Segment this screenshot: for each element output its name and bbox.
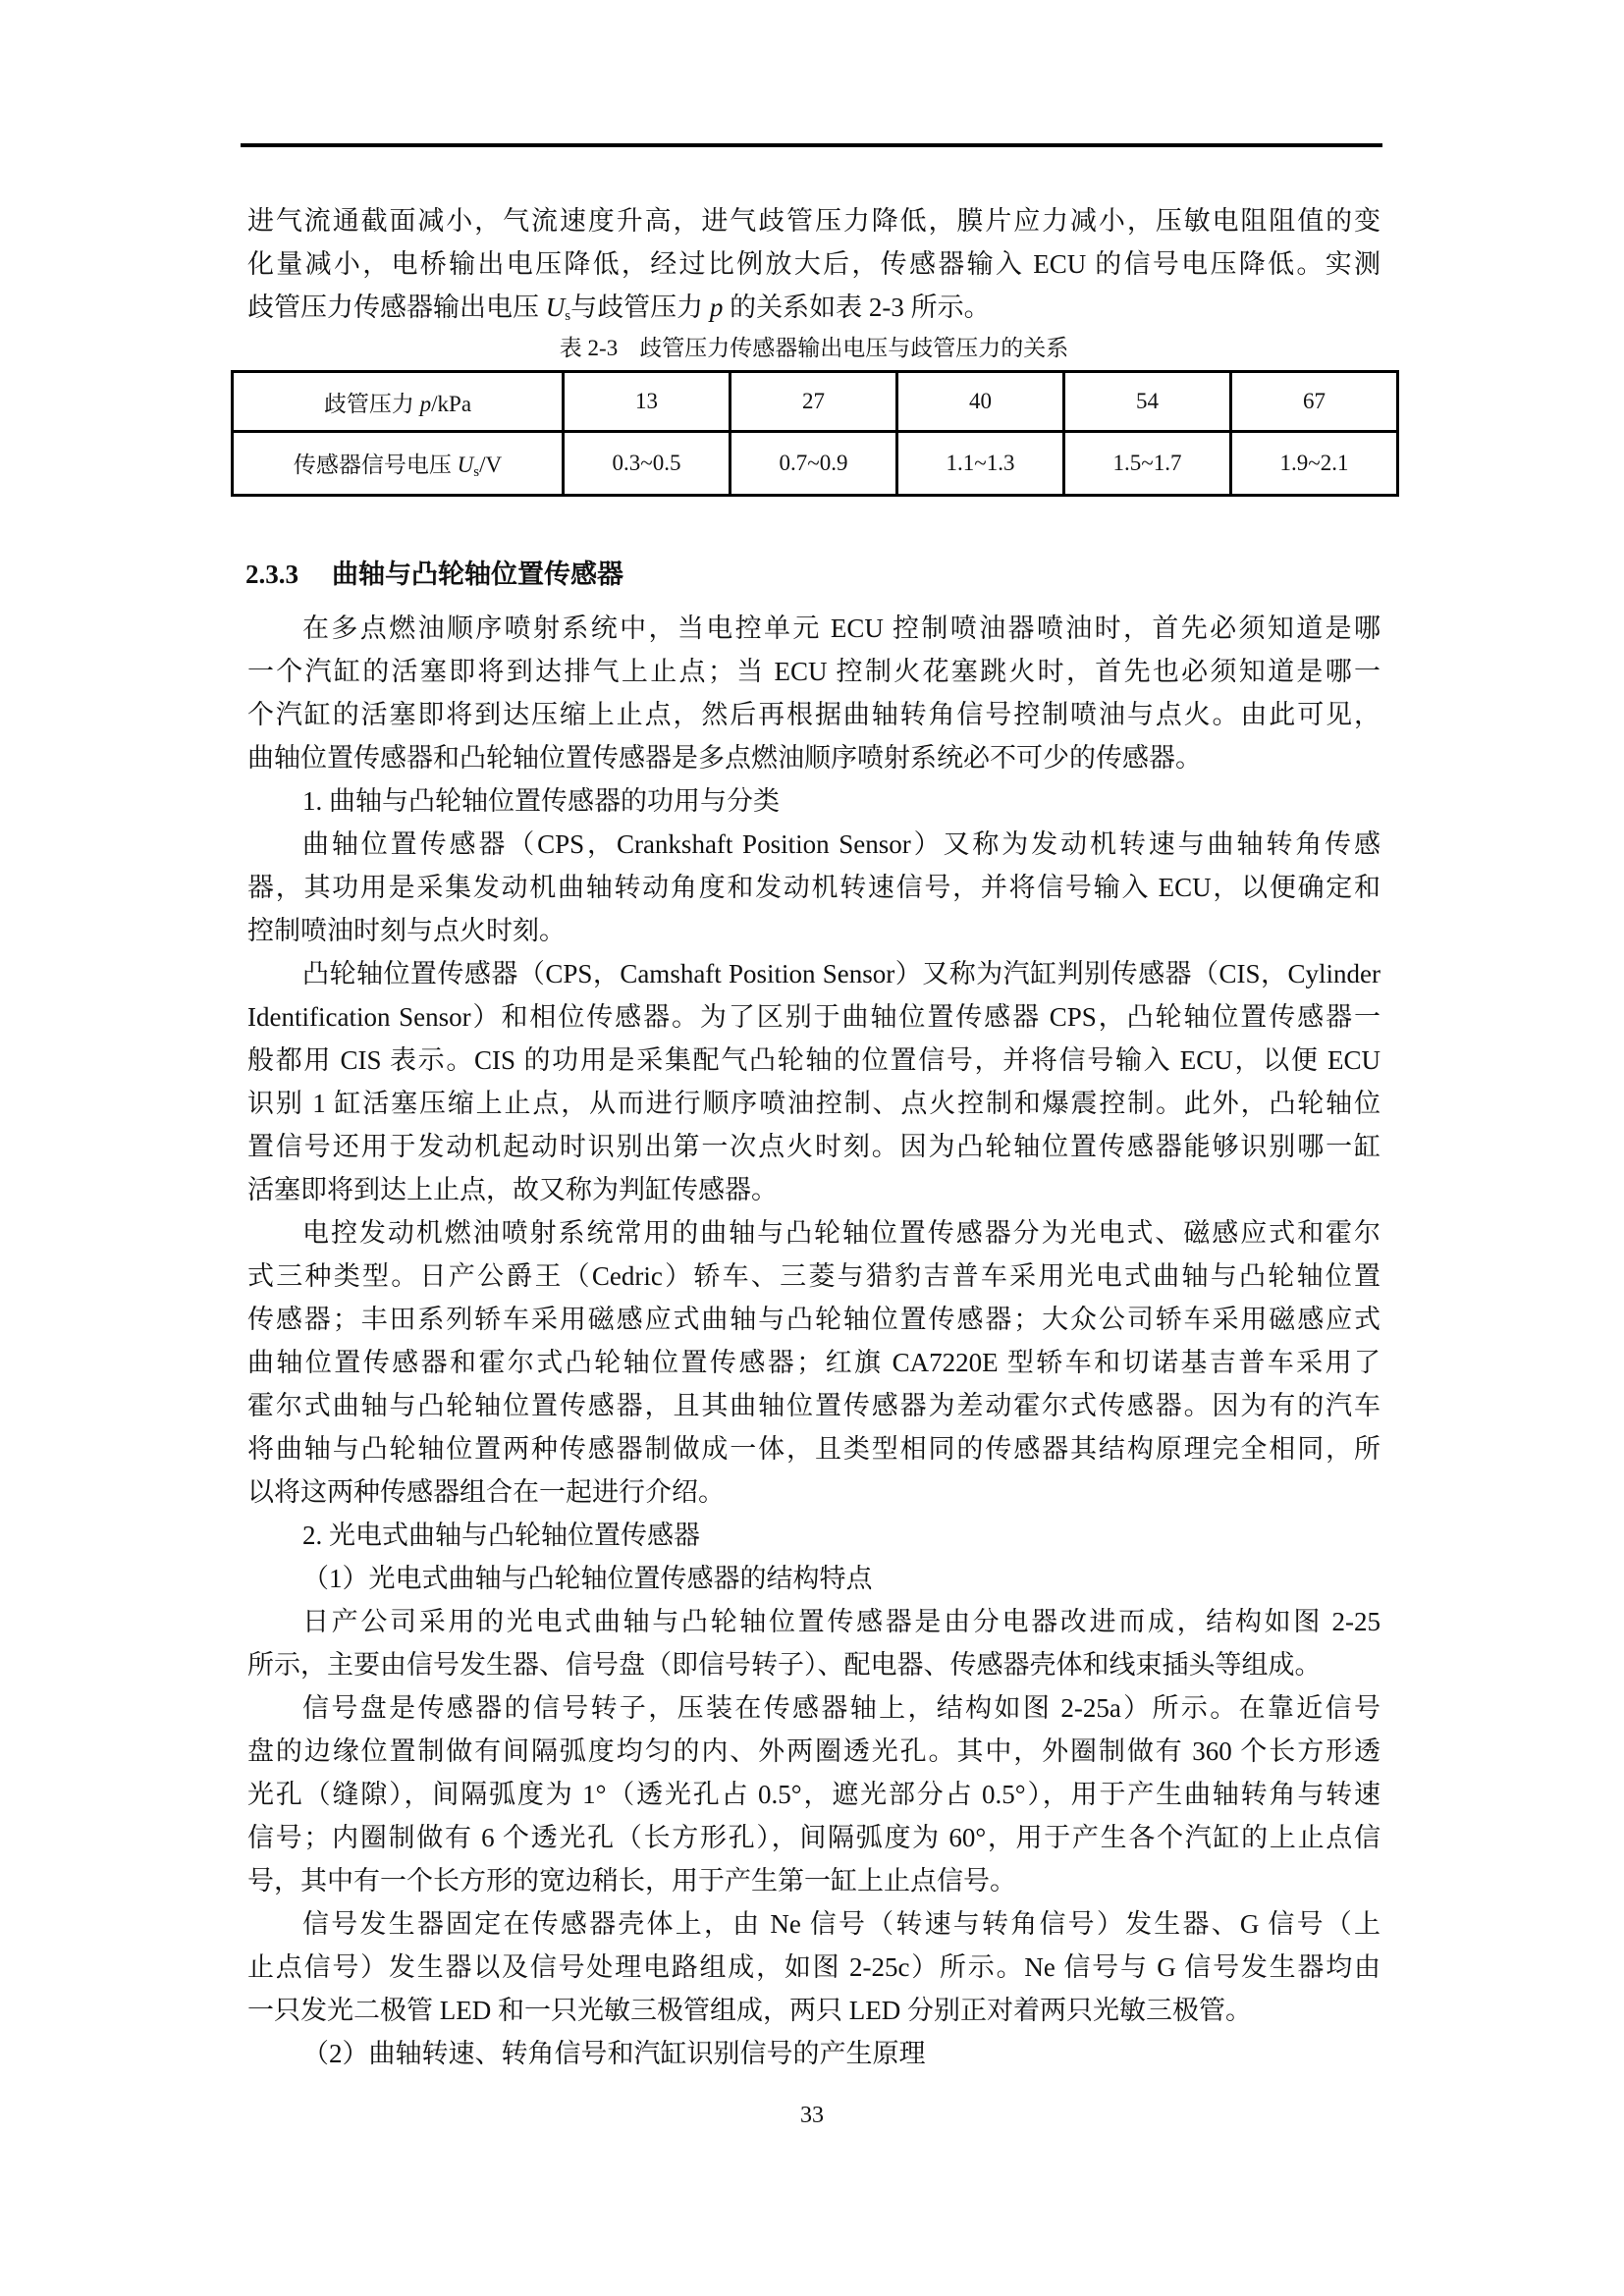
table-cell: 0.7~0.9 [731,432,897,496]
text-span: 的关系如表 2-3 所示。 [723,293,991,322]
body-text [247,607,1380,2075]
text-line: （2）曲轴转速、转角信号和汽缸识别信号的产生原理 [302,2039,926,2068]
text-line: 号，其中有一个长方形的宽边稍长，用于产生第一缸上止点信号。 [247,1866,1016,1896]
unit-text: /kPa [431,391,472,416]
unit-text: /V [479,452,503,477]
pressure-symbol: p [419,391,432,416]
text-line: 识别 1 缸活塞压缩上止点，从而进行顺序喷油控制、点火控制和爆震控制。此外，凸轮轴位 [247,1089,1380,1118]
voltage-symbol: U [457,452,474,477]
text-line: 盘的边缘位置制做有间隔弧度均匀的内、外两圈透光孔。其中，外圈制做有 360 个长方形透 [247,1736,1380,1766]
text-line: 将曲轴与凸轮轴位置两种传感器制做成一体，且类型相同的传感器其结构原理完全相同，所 [247,1434,1380,1464]
row-header-voltage [233,432,564,496]
text-line: 电控发动机燃油喷射系统常用的曲轴与凸轮轴位置传感器分为光电式、磁感应式和霍尔 [302,1218,1380,1248]
text-line: 般都用 CIS 表示。CIS 的功用是采集配气凸轮轴的位置信号，并将信号输入 ECU，以便 ECU [247,1045,1380,1075]
text-line: 霍尔式曲轴与凸轮轴位置传感器，且其曲轴位置传感器为差动霍尔式传感器。因为有的汽车 [247,1391,1380,1420]
text-line: 信号；内圈制做有 6 个透光孔（长方形孔），间隔弧度为 60°，用于产生各个汽缸的上止点信 [247,1823,1380,1852]
text-span: 与歧管压力 [570,293,710,322]
subscript: s [473,463,480,480]
text-line: 个汽缸的活塞即将到达压缩上止点，然后再根据曲轴转角信号控制喷油与点火。由此可见， [247,700,1380,729]
text-line [247,286,1380,329]
pressure-voltage-table [231,370,1399,497]
text-line: 一只发光二极管 LED 和一只光敏三极管组成，两只 LED 分别正对着两只光敏三极管。 [247,1996,1252,2025]
text-line: 凸轮轴位置传感器（CPS，Camshaft Position Sensor）又称为汽缸判别传感器（CIS，Cylinder [302,959,1380,988]
section-number: 2.3.3 [245,560,298,589]
text-line: 活塞即将到达上止点，故又称为判缸传感器。 [247,1175,778,1204]
table-cell: 1.5~1.7 [1064,432,1231,496]
text-line: 止点信号）发生器以及信号处理电路组成，如图 2-25c）所示。Ne 信号与 G 信号发生器均由 [247,1952,1380,1982]
text-line: 信号盘是传感器的信号转子，压装在传感器轴上，结构如图 2-25a）所示。在靠近信号 [302,1693,1380,1723]
table-row [233,432,1398,496]
table-title: 歧管压力传感器输出电压与歧管压力的关系 [639,336,1069,360]
table-cell: 13 [564,372,731,432]
section-heading [245,553,623,596]
table-cell: 54 [1064,372,1231,432]
row-header-pressure [233,372,564,432]
text-line: 曲轴位置传感器（CPS，Crankshaft Position Sensor）又称为发动机转速与曲轴转角传感 [302,829,1380,859]
text-line: Identification Sensor）和相位传感器。为了区别于曲轴位置传感器 CPS，凸轮轴位置传感器一 [247,1002,1380,1032]
text-line: 化量减小，电桥输出电压降低，经过比例放大后，传感器输入 ECU 的信号电压降低。实测 [247,249,1380,279]
table-caption [247,330,1380,367]
text-span: 歧管压力传感器输出电压 [247,293,546,322]
voltage-symbol: U [545,293,566,322]
text-line: 光孔（缝隙），间隔弧度为 1°（透光孔占 0.5°，遮光部分占 0.5°），用于产生曲轴转角与转速 [247,1780,1380,1809]
text-line: 式三种类型。日产公爵王（Cedric）轿车、三菱与猎豹吉普车采用光电式曲轴与凸轮轴位置 [247,1261,1380,1291]
table-cell: 1.1~1.3 [897,432,1064,496]
text-line: 一个汽缸的活塞即将到达排气上止点；当 ECU 控制火花塞跳火时，首先也必须知道是哪一 [247,657,1380,686]
table-cell: 0.3~0.5 [564,432,731,496]
pressure-symbol: p [709,293,724,322]
text-line: （1）光电式曲轴与凸轮轴位置传感器的结构特点 [302,1564,873,1593]
table-cell: 67 [1231,372,1398,432]
text-line: 2. 光电式曲轴与凸轮轴位置传感器 [302,1521,700,1550]
text-line: 日产公司采用的光电式曲轴与凸轮轴位置传感器是由分电器改进而成，结构如图 2-25 [302,1607,1380,1636]
text-line: 在多点燃油顺序喷射系统中，当电控单元 ECU 控制喷油器喷油时，首先必须知道是哪 [302,614,1380,643]
text-line: 传感器；丰田系列轿车采用磁感应式曲轴与凸轮轴位置传感器；大众公司轿车采用磁感应式 [247,1305,1380,1334]
table-cell: 1.9~2.1 [1231,432,1398,496]
page-number: 33 [800,2103,824,2128]
table-number: 表 2-3 [559,336,619,360]
header-rule [241,143,1382,147]
text-line: 曲轴位置传感器和凸轮轴位置传感器是多点燃油顺序喷射系统必不可少的传感器。 [247,743,1202,773]
table-cell: 27 [731,372,897,432]
text-line: 曲轴位置传感器和霍尔式凸轮轴位置传感器；红旗 CA7220E 型轿车和切诺基吉普车采用了 [247,1348,1380,1377]
text-line: 所示，主要由信号发生器、信号盘（即信号转子）、配电器、传感器壳体和线束插头等组成。 [247,1650,1322,1680]
subscript: s [565,308,571,324]
table-cell: 40 [897,372,1064,432]
text-line: 进气流通截面减小，气流速度升高，进气歧管压力降低，膜片应力减小，压敏电阻阻值的变 [247,206,1380,236]
header-text: 歧管压力 [323,391,420,416]
text-line: 器，其功用是采集发动机曲轴转动角度和发动机转速信号，并将信号输入 ECU，以便确定和 [247,873,1380,902]
table-row [233,372,1398,432]
text-line: 置信号还用于发动机起动时识别出第一次点火时刻。因为凸轮轴位置传感器能够识别哪一缸 [247,1132,1380,1161]
intro-paragraph [247,199,1380,329]
text-line: 1. 曲轴与凸轮轴位置传感器的功用与分类 [302,786,780,816]
section-title: 曲轴与凸轮轴位置传感器 [332,560,623,589]
text-line: 信号发生器固定在传感器壳体上，由 Ne 信号（转速与转角信号）发生器、G 信号（上 [302,1909,1380,1939]
header-text: 传感器信号电压 [293,452,458,477]
text-line: 控制喷油时刻与点火时刻。 [247,916,566,945]
text-line: 以将这两种传感器组合在一起进行介绍。 [247,1477,725,1507]
